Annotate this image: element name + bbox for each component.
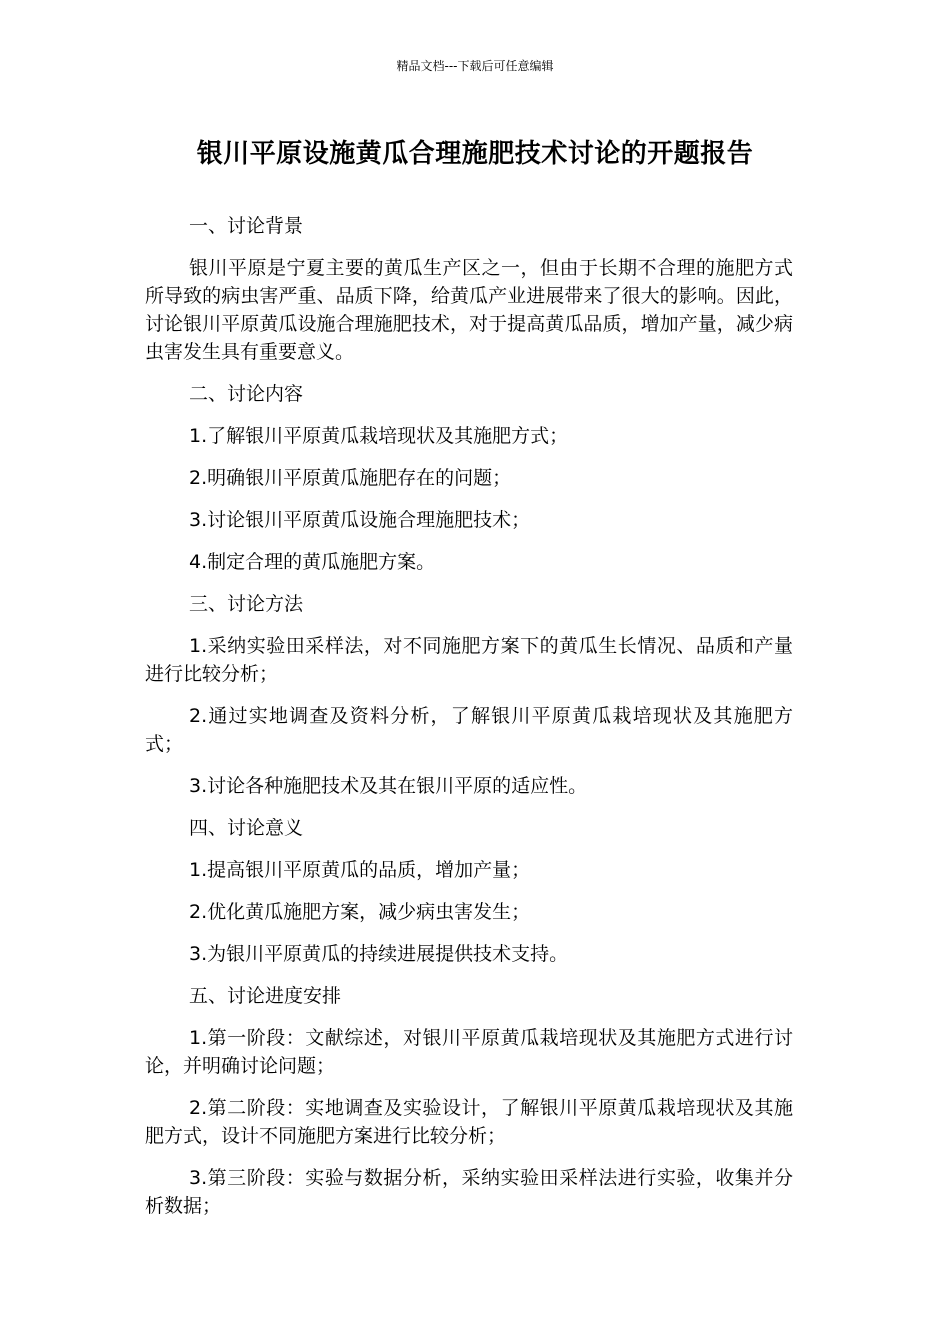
section-heading-background: 一、讨论背景 [189,215,304,237]
schedule-item-2: 2.第二阶段：实地调查及实验设计，了解银川平原黄瓜栽培现状及其施肥方式，设计不同施肥方案进行比较分析； [145,1097,793,1147]
section-heading-content: 二、讨论内容 [189,383,304,405]
section-heading-methods: 三、讨论方法 [189,593,304,615]
content-item-1: 1.了解银川平原黄瓜栽培现状及其施肥方式； [189,425,569,447]
method-item-3: 3.讨论各种施肥技术及其在银川平原的适应性。 [189,775,588,797]
significance-item-2: 2.优化黄瓜施肥方案，减少病虫害发生； [189,901,531,923]
method-item-1: 1.采纳实验田采样法，对不同施肥方案下的黄瓜生长情况、品质和产量进行比较分析； [145,635,793,685]
significance-item-1: 1.提高银川平原黄瓜的品质，增加产量； [189,859,531,881]
content-item-4: 4.制定合理的黄瓜施肥方案。 [189,551,436,573]
schedule-item-3: 3.第三阶段：实验与数据分析，采纳实验田采样法进行实验，收集并分析数据； [145,1167,793,1217]
header-note: 精品文档---下载后可任意编辑 [396,59,554,73]
significance-item-3: 3.为银川平原黄瓜的持续进展提供技术支持。 [189,943,569,965]
document-title: 银川平原设施黄瓜合理施肥技术讨论的开题报告 [196,139,754,169]
method-item-2: 2.通过实地调查及资料分析，了解银川平原黄瓜栽培现状及其施肥方式； [145,705,793,755]
background-paragraph: 银川平原是宁夏主要的黄瓜生产区之一，但由于长期不合理的施肥方式所导致的病虫害严重、品质下降，给黄瓜产业进展带来了很大的影响。因此，讨论银川平原黄瓜设施合理施肥技术，对于提高黄瓜品质，增加产量，减少病虫害发生具有重要意义。 [145,257,793,363]
schedule-item-1: 1.第一阶段：文献综述，对银川平原黄瓜栽培现状及其施肥方式进行讨论，并明确讨论问题； [145,1027,793,1077]
document-body [145,212,793,1234]
section-heading-significance: 四、讨论意义 [189,817,304,839]
section-heading-schedule: 五、讨论进度安排 [189,985,342,1007]
content-item-3: 3.讨论银川平原黄瓜设施合理施肥技术； [189,509,531,531]
content-item-2: 2.明确银川平原黄瓜施肥存在的问题； [189,467,512,489]
